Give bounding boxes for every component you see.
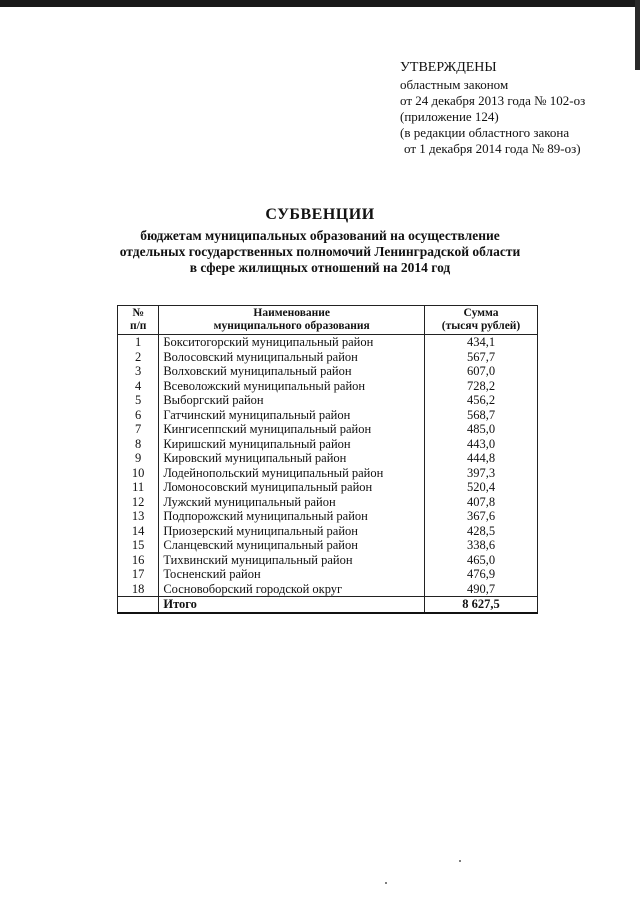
- row-name: Приозерский муниципальный район: [159, 524, 425, 539]
- table-row: [118, 437, 538, 452]
- row-num: 9: [118, 451, 159, 466]
- row-num: 16: [118, 553, 159, 568]
- header-num: №: [118, 306, 159, 321]
- row-num: 3: [118, 364, 159, 379]
- row-sum: 367,6: [425, 509, 538, 524]
- scan-edge-top: [0, 0, 640, 7]
- row-sum: 607,0: [425, 364, 538, 379]
- table-body: [118, 335, 538, 597]
- row-sum: 428,5: [425, 524, 538, 539]
- header-sum-sub: (тысяч рублей): [425, 320, 538, 335]
- row-sum: 444,8: [425, 451, 538, 466]
- scan-speck: [459, 860, 461, 862]
- row-num: 12: [118, 495, 159, 510]
- row-sum: 465,0: [425, 553, 538, 568]
- table-row: [118, 567, 538, 582]
- total-num-cell: [118, 597, 159, 613]
- row-name: Тосненский район: [159, 567, 425, 582]
- table-row: [118, 495, 538, 510]
- row-sum: 338,6: [425, 538, 538, 553]
- scan-edge-right: [635, 0, 640, 70]
- row-num: 4: [118, 379, 159, 394]
- table-row: [118, 538, 538, 553]
- row-name: Гатчинский муниципальный район: [159, 408, 425, 423]
- title-line-3: в сфере жилищных отношений на 2014 год: [189, 260, 451, 275]
- row-num: 14: [118, 524, 159, 539]
- row-name: Тихвинский муниципальный район: [159, 553, 425, 568]
- header-name-sub: муниципального образования: [159, 320, 425, 335]
- table-row: [118, 379, 538, 394]
- row-name: Подпорожский муниципальный район: [159, 509, 425, 524]
- row-sum: 397,3: [425, 466, 538, 481]
- row-sum: 490,7: [425, 582, 538, 597]
- row-num: 11: [118, 480, 159, 495]
- title-line-1: бюджетам муниципальных образований на осуществление: [140, 228, 500, 243]
- header-name: Наименование: [159, 306, 425, 321]
- table-row: [118, 364, 538, 379]
- row-name: Сланцевский муниципальный район: [159, 538, 425, 553]
- row-sum: 568,7: [425, 408, 538, 423]
- row-num: 2: [118, 350, 159, 365]
- total-sum: 8 627,5: [425, 597, 538, 613]
- table-row: [118, 350, 538, 365]
- row-num: 18: [118, 582, 159, 597]
- total-row: [118, 597, 538, 613]
- row-name: Лужский муниципальный район: [159, 495, 425, 510]
- table-row: [118, 480, 538, 495]
- row-sum: 520,4: [425, 480, 538, 495]
- approval-line-2: от 24 декабря 2013 года № 102-оз: [400, 93, 586, 108]
- table-row: [118, 553, 538, 568]
- row-num: 8: [118, 437, 159, 452]
- table-header-row-2: [118, 320, 538, 335]
- row-name: Выборгский район: [159, 393, 425, 408]
- row-num: 6: [118, 408, 159, 423]
- row-name: Кировский муниципальный район: [159, 451, 425, 466]
- row-num: 10: [118, 466, 159, 481]
- row-name: Всеволожский муниципальный район: [159, 379, 425, 394]
- row-name: Сосновоборский городской округ: [159, 582, 425, 597]
- row-name: Лодейнопольский муниципальный район: [159, 466, 425, 481]
- row-name: Ломоносовский муниципальный район: [159, 480, 425, 495]
- table-row: [118, 408, 538, 423]
- table-row: [118, 524, 538, 539]
- row-sum: 407,8: [425, 495, 538, 510]
- row-sum: 567,7: [425, 350, 538, 365]
- table-header-row: [118, 306, 538, 321]
- table-row: [118, 422, 538, 437]
- document-title: [0, 206, 640, 276]
- header-sum: Сумма: [425, 306, 538, 321]
- row-name: Киришский муниципальный район: [159, 437, 425, 452]
- title-main: СУБВЕНЦИИ: [265, 206, 375, 223]
- table-row: [118, 393, 538, 408]
- header-num-sub: п/п: [118, 320, 159, 335]
- row-name: Волховский муниципальный район: [159, 364, 425, 379]
- table-row: [118, 335, 538, 350]
- row-name: Кингисеппский муниципальный район: [159, 422, 425, 437]
- row-name: Волосовский муниципальный район: [159, 350, 425, 365]
- row-sum: 456,2: [425, 393, 538, 408]
- approval-line-5: от 1 декабря 2014 года № 89-оз): [404, 141, 581, 156]
- scan-speck: [385, 882, 387, 884]
- row-num: 15: [118, 538, 159, 553]
- total-label: Итого: [159, 597, 425, 613]
- title-line-2: отдельных государственных полномочий Ленинградской области: [119, 244, 521, 259]
- row-num: 17: [118, 567, 159, 582]
- table-row: [118, 451, 538, 466]
- row-name: Бокситогорский муниципальный район: [159, 335, 425, 350]
- row-num: 5: [118, 393, 159, 408]
- table-row: [118, 466, 538, 481]
- approval-line-4: (в редакции областного закона: [400, 125, 570, 140]
- table-row: [118, 582, 538, 597]
- table-row: [118, 509, 538, 524]
- row-sum: 728,2: [425, 379, 538, 394]
- row-sum: 476,9: [425, 567, 538, 582]
- approval-block: [400, 60, 585, 157]
- row-sum: 434,1: [425, 335, 538, 350]
- row-num: 1: [118, 335, 159, 350]
- approval-line-3: (приложение 124): [400, 109, 499, 124]
- row-sum: 443,0: [425, 437, 538, 452]
- approval-line-1: областным законом: [400, 77, 509, 92]
- row-num: 13: [118, 509, 159, 524]
- subventions-table: [117, 305, 538, 614]
- row-num: 7: [118, 422, 159, 437]
- row-sum: 485,0: [425, 422, 538, 437]
- approval-heading: УТВЕРЖДЕНЫ: [400, 60, 497, 75]
